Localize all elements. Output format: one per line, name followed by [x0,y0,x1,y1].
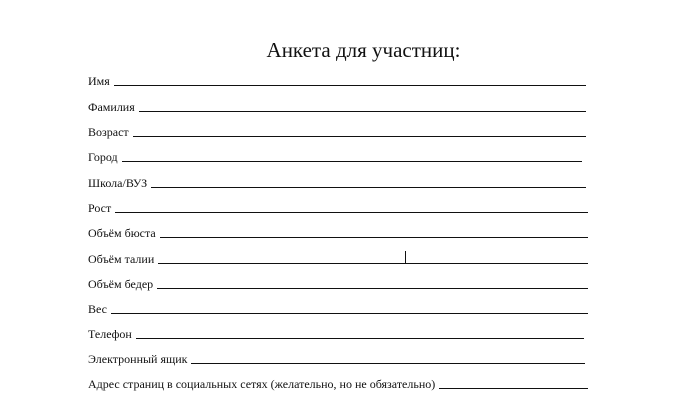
field-label: Возраст [88,125,129,139]
field-label: Телефон [88,327,132,341]
field-school [88,172,586,190]
fill-in-line[interactable] [158,263,588,264]
field-label: Школа/ВУЗ [88,176,148,190]
fill-in-line[interactable] [151,187,586,188]
field-hips [88,273,588,291]
fill-in-line[interactable] [122,161,582,162]
fill-in-line[interactable] [115,212,588,213]
fill-in-line[interactable] [160,237,588,238]
field-label: Город [88,150,118,164]
field-label: Вес [88,302,107,316]
field-label: Фамилия [88,100,135,114]
form-title: Анкета для участниц: [266,38,461,62]
field-label: Объём талии [88,252,155,266]
field-label: Объём бюста [88,226,156,240]
field-waist [88,248,588,266]
fill-in-line[interactable] [114,85,586,86]
fill-in-line[interactable] [157,288,588,289]
field-surname [88,96,586,114]
field-bust [88,222,588,240]
field-weight [88,298,588,316]
field-phone [88,323,584,341]
field-label: Адрес страниц в социальных сетях (желательно, но не обязательно) [88,377,436,391]
field-label: Имя [88,74,110,88]
field-city [88,146,582,164]
field-name [88,70,586,88]
field-label: Объём бедер [88,277,154,291]
fill-in-line[interactable] [139,111,586,112]
fill-in-line[interactable] [439,388,588,389]
field-email [88,348,585,366]
fill-in-line[interactable] [133,136,586,137]
fill-in-line[interactable] [111,313,588,314]
fill-in-line[interactable] [191,363,585,364]
fill-in-line[interactable] [136,338,584,339]
field-age [88,121,586,139]
field-label: Рост [88,201,112,215]
field-social [88,373,588,391]
text-cursor [405,251,406,264]
field-height [88,197,588,215]
field-label: Электронный ящик [88,352,188,366]
